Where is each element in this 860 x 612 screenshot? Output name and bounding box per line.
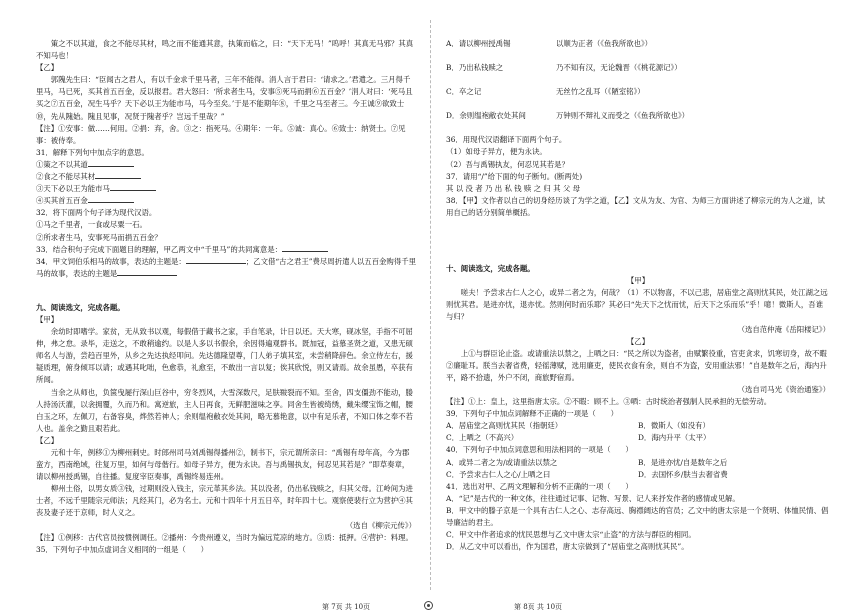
- answer-blank[interactable]: [117, 268, 177, 276]
- question-40: 40．下列句子中加点词意思和用法相同的一项是（ ）: [446, 445, 633, 455]
- q32-item: ②所求者生马，安事死马而捐五百金？: [36, 232, 162, 242]
- q41-option: C．甲文中作者追求的忧民思想与乙文中唐太宗“止盗”的方法与群臣的相同。: [446, 530, 696, 540]
- passage-yi-2b: 柳州土俗，以男女质③钱，过期则没入钱主，宗元革其乡法。其以没者，仍出私钱赎之，归其父母。江岭间为进士者，不远千里随宗元师法；凡经其门，必为名士。元和十四年十月五日卒，时年四十七。观察使裴行立为营护④其丧及妻子还于京师，时人义之。: [36, 484, 413, 518]
- q41-option: B．甲文中的滕子京是一个具有古仁人之心、志存高远、胸襟阔达的官员；乙文中的唐太宗是一个贤明、体恤民情、倡导廉洁的君主。: [446, 505, 829, 527]
- question-39: 39．下列句子中加点词解释不正确的一项是（ ）: [446, 409, 619, 419]
- annotation-note: 【注】①安事：做……何用。②捐：弃，舍。③之：指死马。④期年：一年。⑤诚：真心。⑥致士：纳贤士。⑦见事：被侍奉。: [36, 123, 406, 145]
- passage-ending: 策之不以其道，食之不能尽其材，鸣之而不能通其意，执策而临之，曰：“天下无马！”呜呼！其真无马邪？其真不知马也！: [36, 39, 414, 61]
- q39-options-row: C．上哂之（不高兴） D．海内升平（太平）: [446, 433, 711, 443]
- answer-blank[interactable]: [95, 171, 141, 179]
- answer-blank[interactable]: [282, 244, 328, 252]
- answer-blank[interactable]: [186, 256, 246, 264]
- q41-option: A．“记”是古代的一种文体，往往通过记事、记物、写景、记人来抒发作者的感情或见解。: [446, 493, 740, 503]
- q31-item: ①策之不以其道: [36, 159, 416, 171]
- q31-item: ④买其首五百金: [36, 195, 416, 207]
- question-31: 31．解释下列句中加点字的意思。: [36, 147, 149, 157]
- question-35: 35．下列句子中加点虚词含义相同的一组是（ ）: [36, 544, 209, 554]
- section-label: 【乙】: [626, 336, 650, 346]
- left-column: [36, 38, 416, 556]
- passage-jia: 余幼时即嗜学。家贫，无从致书以观，每假借于藏书之家，手自笔录，计日以还。天大寒，砚冰坚，手指不可屈伸，弗之怠。录毕，走送之，不敢稍逾约。以是人多以书假余，余因得遍观群书。既加冠，益慕圣贤之道，又患无硕师名人与游，尝趋百里外，从乡之先达执经叩问。先达德隆望尊，门人弟子填其室，未尝稍降辞色。余立侍左右，援疑质理，俯身倾耳以请；或遇其叱咄，色愈恭，礼愈至，不敢出一言以复；俟其欣悦，则又请焉。故余虽愚，卒获有所闻。: [36, 327, 413, 385]
- q36-item: （1）如母子异方，便为永诀。: [446, 147, 547, 157]
- passage-yi: 郭隗先生曰：“臣闻古之君人，有以千金求千里马者，三年不能得。涓人言于君曰：‘请求之。’君遣之。三月得千里马，马已死，买其首五百金，反以报君。君大怒曰：‘所求者生马，安事⑤死马而捐⑥五百金？’涓人对曰：‘死马且买之⑦五百金，况生马乎？天下必以王为能市马，马今至矣。’于是不能期年⑧，千里之马至者三。今王诚⑨欲致士⑩，先从隗始。隗且见事，况贤于隗者乎？岂远千里哉？”: [36, 75, 413, 121]
- registration-mark-icon: [424, 601, 433, 610]
- q40-options-row: A．或异二者之为/或请重法以禁之 B．是进亦忧/自是数年之后: [446, 457, 728, 467]
- right-column: [446, 38, 830, 553]
- q35-option-b: B．乃出私钱赎之 乃不知有汉，无论魏晋（《桃花源记》）: [446, 63, 682, 73]
- section-10-heading: 十、阅读选文，完成各题。: [446, 264, 535, 274]
- passage-yi-2: 元和十年，例移①为柳州刺史。时郎州司马刘禹锡得播州②，制书下，宗元谓所亲曰：“禹锡有母年高，今为郡蛮方，西南绝域，往复万里，如何与母偕行。如母子异方，便为永诀。吾与禹锡执友，何忍见其若是？”即草奏章，请以柳州授禹锡，自往播。复度宰臣奏事，禹锡终易连州。: [36, 448, 410, 482]
- page-number-left: 第 7页 共 10页: [322, 603, 371, 611]
- q35-option-c: C．卒之记 无丝竹之乱耳（《陋室铭》）: [446, 87, 645, 97]
- passage-jia-2: 当余之从师也，负箧曳屣行深山巨谷中，穷冬烈风，大雪深数尺，足肤皲裂而不知。至舍，四支僵劲不能动，媵人持汤沃灌，以衾拥覆，久而乃和。寓逆旅，主人日再食，无鲜肥滋味之享。同舍生皆被绮绣，戴朱缨宝饰之帽，腰白玉之环，左佩刀，右备容臭，烨然若神人；余则缊袍敝衣处其间，略无慕艳意，以中有足乐者，不知口体之奉不若人也。盖余之勤且艰若此。: [36, 387, 413, 433]
- section-9-heading: 九、阅读选文，完成各题。: [36, 302, 125, 312]
- question-37: 37．请用“/”给下面的句子断句。(断两处): [446, 171, 583, 181]
- q37-sentence: 其 以 没 者 乃 出 私 钱 赎 之 归 其 父 母: [446, 183, 581, 193]
- q40-options-row: C．予尝求古仁人之心/上哂之曰 D．去国怀乡/肤当去奢省费: [446, 469, 728, 479]
- page-number-right: 第 8页 共 10页: [514, 603, 563, 611]
- q39-options-row: A．居庙堂之高则忧其民（指朝廷） B．微斯人（如没有）: [446, 421, 710, 431]
- source-citation: （选自司马光《资治通鉴》）: [737, 384, 830, 394]
- passage-jia-10: 嗟夫！予尝求古仁人之心，或异二者之为，何哉？（1）不以物喜，不以己悲，居庙堂之高则忧其民，处江湖之远则忧其君。是进亦忧，退亦忧。然则何时而乐耶？其必曰“先天下之忧而忧，后天下之乐而乐”乎！噫！微斯人，吾谁与归？: [446, 288, 828, 322]
- annotation-note: 【注】①上：皇上，这里指唐太宗。②不暇：顾不上。③哂：古时统治者强制人民承担的无偿劳动。: [446, 397, 772, 407]
- section-label: 【甲】: [36, 314, 59, 324]
- annotation-note: 【注】①例移：古代官员按惯例调任。②播州：今贵州遵义，当时为偏远荒凉的地方。③质：抵押。④营护：料理。: [36, 532, 413, 542]
- section-label: 【甲】: [626, 276, 650, 286]
- passage-yi-10: 上①与群臣论止盗。或请重法以禁之，上哂之曰：“民之所以为盗者，由赋繁役重，官吏贪求，饥寒切身，故不暇②廉耻耳。朕当去奢省费，轻徭薄赋，选用廉吏，使民衣食有余，则自不为盗，安用重法邪！”自是数年之后，海内升平，路不拾遗，外户不闭，商旅野宿焉。: [446, 348, 827, 382]
- section-label: 【乙】: [36, 63, 59, 73]
- q36-item: （2）吾与禹锡执友，何忍见其若是？: [446, 159, 569, 169]
- q31-item: ②食之不能尽其材: [36, 171, 416, 183]
- question-33: 33．结合积句子完成下面题目的理解，甲乙两文中“千里马”的共同寓意是：: [36, 244, 416, 256]
- fold-line: [430, 20, 431, 590]
- question-32: 32．将下面两个句子译为现代汉语。: [36, 208, 157, 218]
- source-citation: （选自范仲淹《岳阳楼记》）: [737, 324, 830, 334]
- q35-option-d: D．余则缊袍敝衣处其间 万钟则不辩礼义而受之（《鱼我所欲也》）: [446, 111, 690, 121]
- answer-blank[interactable]: [110, 183, 156, 191]
- answer-blank[interactable]: [88, 159, 134, 167]
- question-36: 36．用现代汉语翻译下面两个句子。: [446, 135, 567, 145]
- q32-item: ①马之千里者，一食或尽粟一石。: [36, 220, 147, 230]
- q35-option-a: A．请以柳州授禹锡 以顺为正者（《鱼我所欲也》）: [446, 39, 653, 48]
- answer-blank[interactable]: [88, 195, 134, 203]
- q41-option: D．从乙文中可以看出，作为国君，唐太宗做到了“居庙堂之高则忧其民”。: [446, 542, 689, 552]
- source-citation: （选自《柳宗元传》）: [345, 520, 416, 530]
- question-38: 38．【甲】文作者以自己的切身经历谈了为学之道，【乙】文从为友、为官、为师三方面讲述了柳宗元的为人之道，试用自己的话分别简单概括。: [446, 195, 825, 217]
- question-34: 34．甲文饲伯乐相马的故事，表达的主题是： ；乙文借“古之君王”费尽周折遣人以五百金购得千里马的故事，表达的主题是: [36, 256, 416, 278]
- question-41: 41．选出对甲、乙两文理解和分析不正确的一项（ ）: [446, 481, 633, 491]
- section-label: 【乙】: [36, 435, 59, 445]
- q31-item: ③天下必以王为能市马: [36, 183, 416, 195]
